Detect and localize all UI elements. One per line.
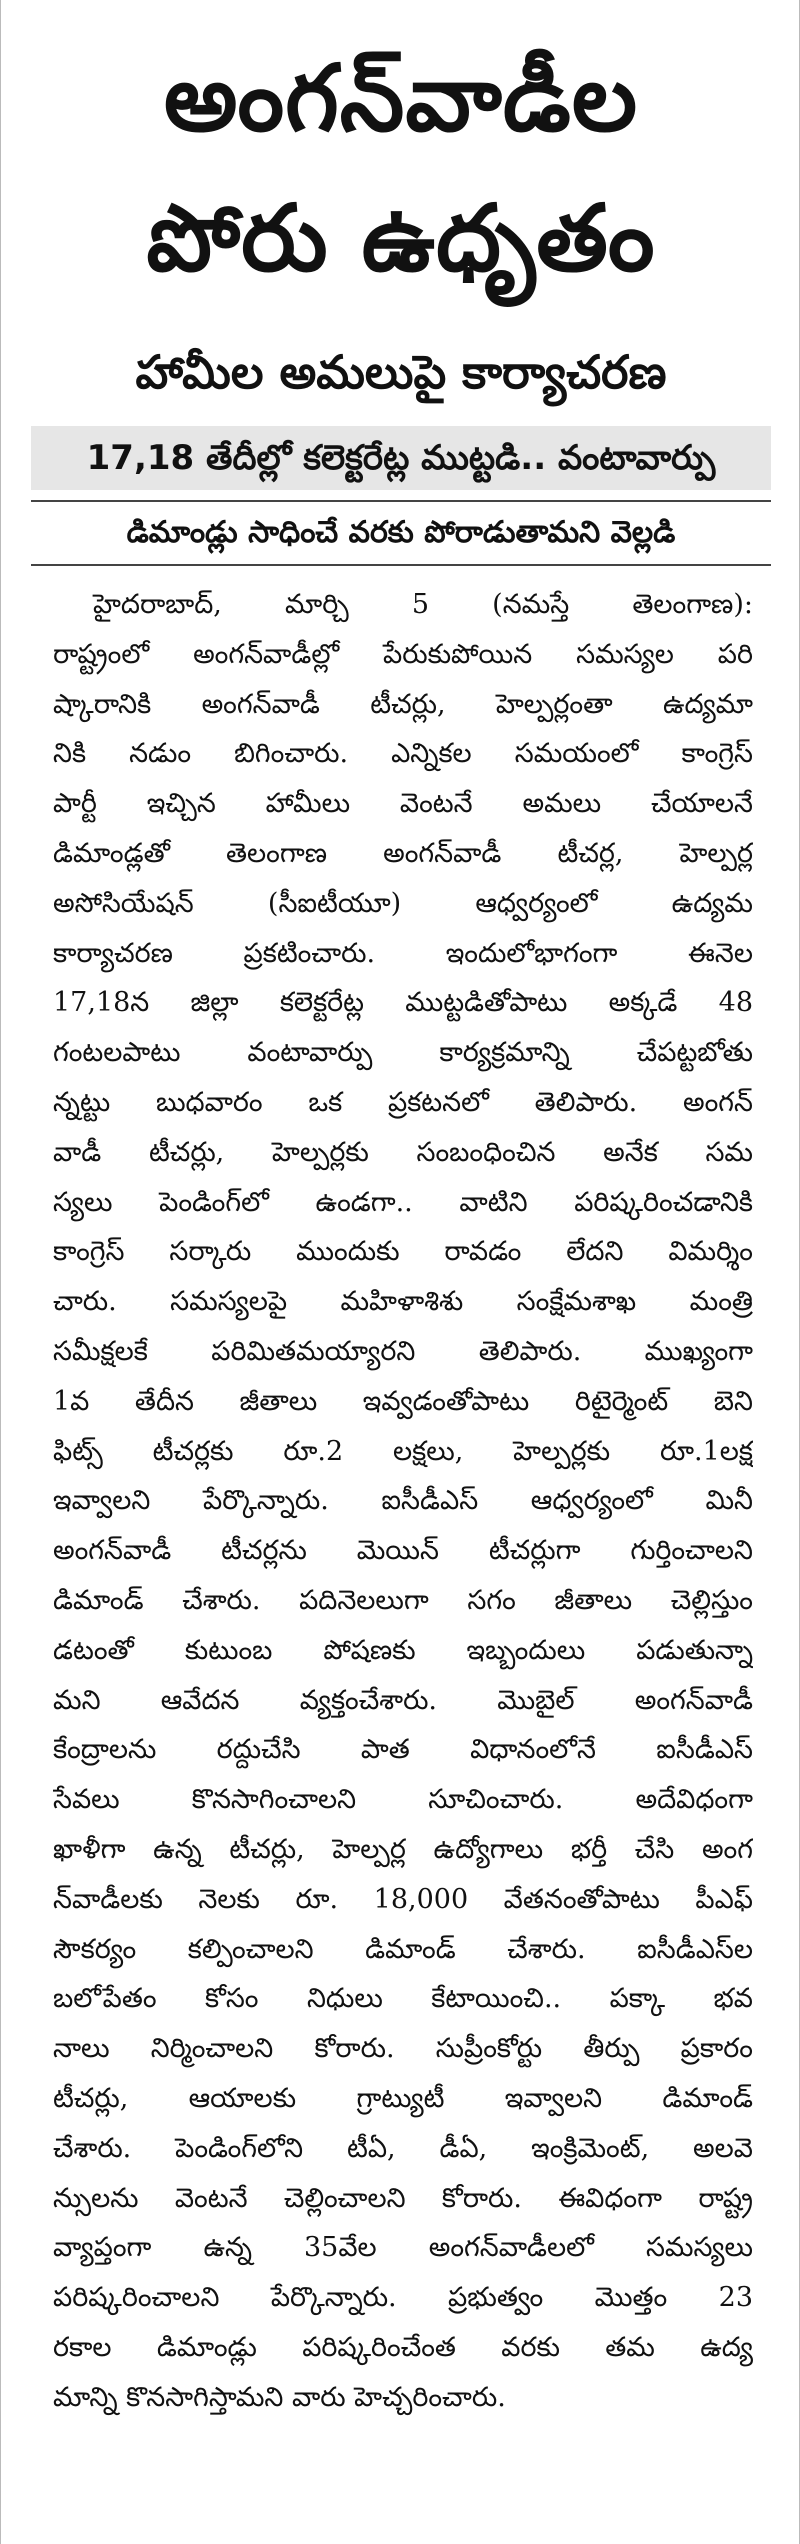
article-line: న్నట్టు బుధవారం ఒక ప్రకటనలో తెలిపారు. అంగన్: [53, 1086, 753, 1118]
subheadline: హామీల అమలుపై కార్యాచరణ: [135, 345, 667, 399]
article-line: డటంతో కుటుంబ పోషణకు ఇబ్బందులు పడుతున్నా: [53, 1634, 753, 1666]
article-line: ష్కారానికి అంగన్‌వాడీ టీచర్లు, హెల్పర్లంతా ఉద్యమా: [53, 688, 753, 720]
article-line: పరిష్కరించాలని పేర్కొన్నారు. ప్రభుత్వం మొత్తం 23: [53, 2282, 753, 2314]
article-line: చారు. సమస్యలపై మహిళాశిశు సంక్షేమశాఖ మంత్రి: [53, 1286, 753, 1318]
article-line: టీచర్లు, ఆయాలకు గ్రాట్యుటీ ఇవ్వాలని డిమాండ్: [53, 2082, 753, 2114]
article-line: మని ఆవేదన వ్యక్తంచేశారు. మొబైల్ అంగన్‌వాడీ: [53, 1684, 753, 1716]
article-line: రాష్ట్రంలో అంగన్‌వాడీల్లో పేరుకుపోయిన సమస్యల పరి: [53, 638, 753, 670]
article-line: అంగన్‌వాడీ టీచర్లను మెయిన్ టీచర్లుగా గుర్తించాలని: [53, 1535, 753, 1567]
article-line: కాంగ్రెస్ సర్కారు ముందుకు రావడం లేదని విమర్శిం: [53, 1236, 753, 1268]
article-line: డిమాండ్లతో తెలంగాణ అంగన్‌వాడీ టీచర్ల, హెల్పర్ల: [53, 837, 753, 869]
article-line: 17,18న జిల్లా కలెక్టరేట్ల ముట్టడితోపాటు అక్కడే 48: [53, 987, 753, 1019]
article-line: స్యలు పెండింగ్‌లో ఉండగా.. వాటిని పరిష్కరించడానికి: [53, 1186, 753, 1218]
article-line: సౌకర్యం కల్పించాలని డిమాండ్ చేశారు. ఐసీడీఎస్‌ల: [53, 1933, 753, 1965]
article-line: రకాల డిమాండ్లు పరిష్కరించేంత వరకు తమ ఉద్య: [53, 2331, 753, 2363]
article-line: న్సులను వెంటనే చెల్లించాలని కోరారు. ఈవిధంగా రాష్ట్ర: [53, 2182, 753, 2214]
article-line: పార్టీ ఇచ్చిన హామీలు వెంటనే అమలు చేయాలనే: [53, 788, 753, 820]
article-line: వ్యాప్తంగా ఉన్న 35వేల అంగన్‌వాడీలలో సమస్యలు: [53, 2232, 753, 2264]
article-line: మాన్ని కొనసాగిస్తామని వారు హెచ్చరించారు.: [53, 2381, 506, 2413]
article-line: బలోపేతం కోసం నిధులు కేటాయించి.. పక్కా భవ: [53, 1983, 753, 2015]
article-line: డిమాండ్ చేశారు. పదినెలలుగా సగం జీతాలు చెల్లిస్తుం: [53, 1584, 753, 1616]
article-line: వాడీ టీచర్లు, హెల్పర్లకు సంబంధించిన అనేక సమ: [53, 1136, 753, 1168]
article-line: న్‌వాడీలకు నెలకు రూ. 18,000 వేతనంతోపాటు పీఎఫ్: [53, 1883, 753, 1915]
article-line: 1వ తేదీన జీతాలు ఇవ్వడంతోపాటు రిటైర్మెంట్ బెని: [53, 1385, 753, 1417]
tagline-rule-bottom: [31, 564, 771, 566]
tagline: డిమాండ్లు సాధించే వరకు పోరాడుతామని వెల్లడి: [126, 515, 676, 550]
headline-line-1: అంగన్‌వాడీల: [163, 45, 639, 152]
article-line: ఫిట్స్ టీచర్లకు రూ.2 లక్షలు, హెల్పర్లకు రూ.1లక్ష: [53, 1435, 753, 1467]
article-line: కార్యాచరణ ప్రకటించారు. ఇందులోభాగంగా ఈనెల: [53, 937, 753, 969]
article-line: అసోసియేషన్ (సీఐటీయూ) ఆధ్వర్యంలో ఉద్యమ: [53, 887, 753, 919]
article-line: కేంద్రాలను రద్దుచేసి పాత విధానంలోనే ఐసీడీఎస్: [53, 1734, 753, 1766]
article-body: [53, 580, 753, 2422]
article-line: ఖాళీగా ఉన్న టీచర్లు, హెల్పర్ల ఉద్యోగాలు భర్తీ చేసి అంగ: [53, 1833, 753, 1865]
article-line: చేశారు. పెండింగ్‌లోని టీఏ, డీఏ, ఇంక్రిమెంట్, అలవె: [53, 2132, 753, 2164]
article-line: నికి నడుం బిగించారు. ఎన్నికల సమయంలో కాంగ్రెస్: [53, 738, 753, 770]
highlight-text: 17,18 తేదీల్లో కలెక్టరేట్ల ముట్టడి.. వంటావార్పు: [86, 438, 716, 478]
article-line: నాలు నిర్మించాలని కోరారు. సుప్రీంకోర్టు తీర్పు ప్రకారం: [53, 2033, 753, 2065]
headline-line-2: పోరు ఉధృతం: [146, 185, 656, 292]
article-line: ఇవ్వాలని పేర్కొన్నారు. ఐసీడీఎస్ ఆధ్వర్యంలో మినీ: [53, 1485, 753, 1517]
article-line: గంటలపాటు వంటావార్పు కార్యక్రమాన్ని చేపట్టబోతు: [53, 1037, 753, 1069]
article-line: సేవలు కొనసాగించాలని సూచించారు. అదేవిధంగా: [53, 1784, 753, 1816]
article-line: సమీక్షలకే పరిమితమయ్యారని తెలిపారు. ముఖ్యంగా: [53, 1335, 753, 1367]
article-line: హైదరాబాద్, మార్చి 5 (నమస్తే తెలంగాణ):: [93, 589, 753, 620]
